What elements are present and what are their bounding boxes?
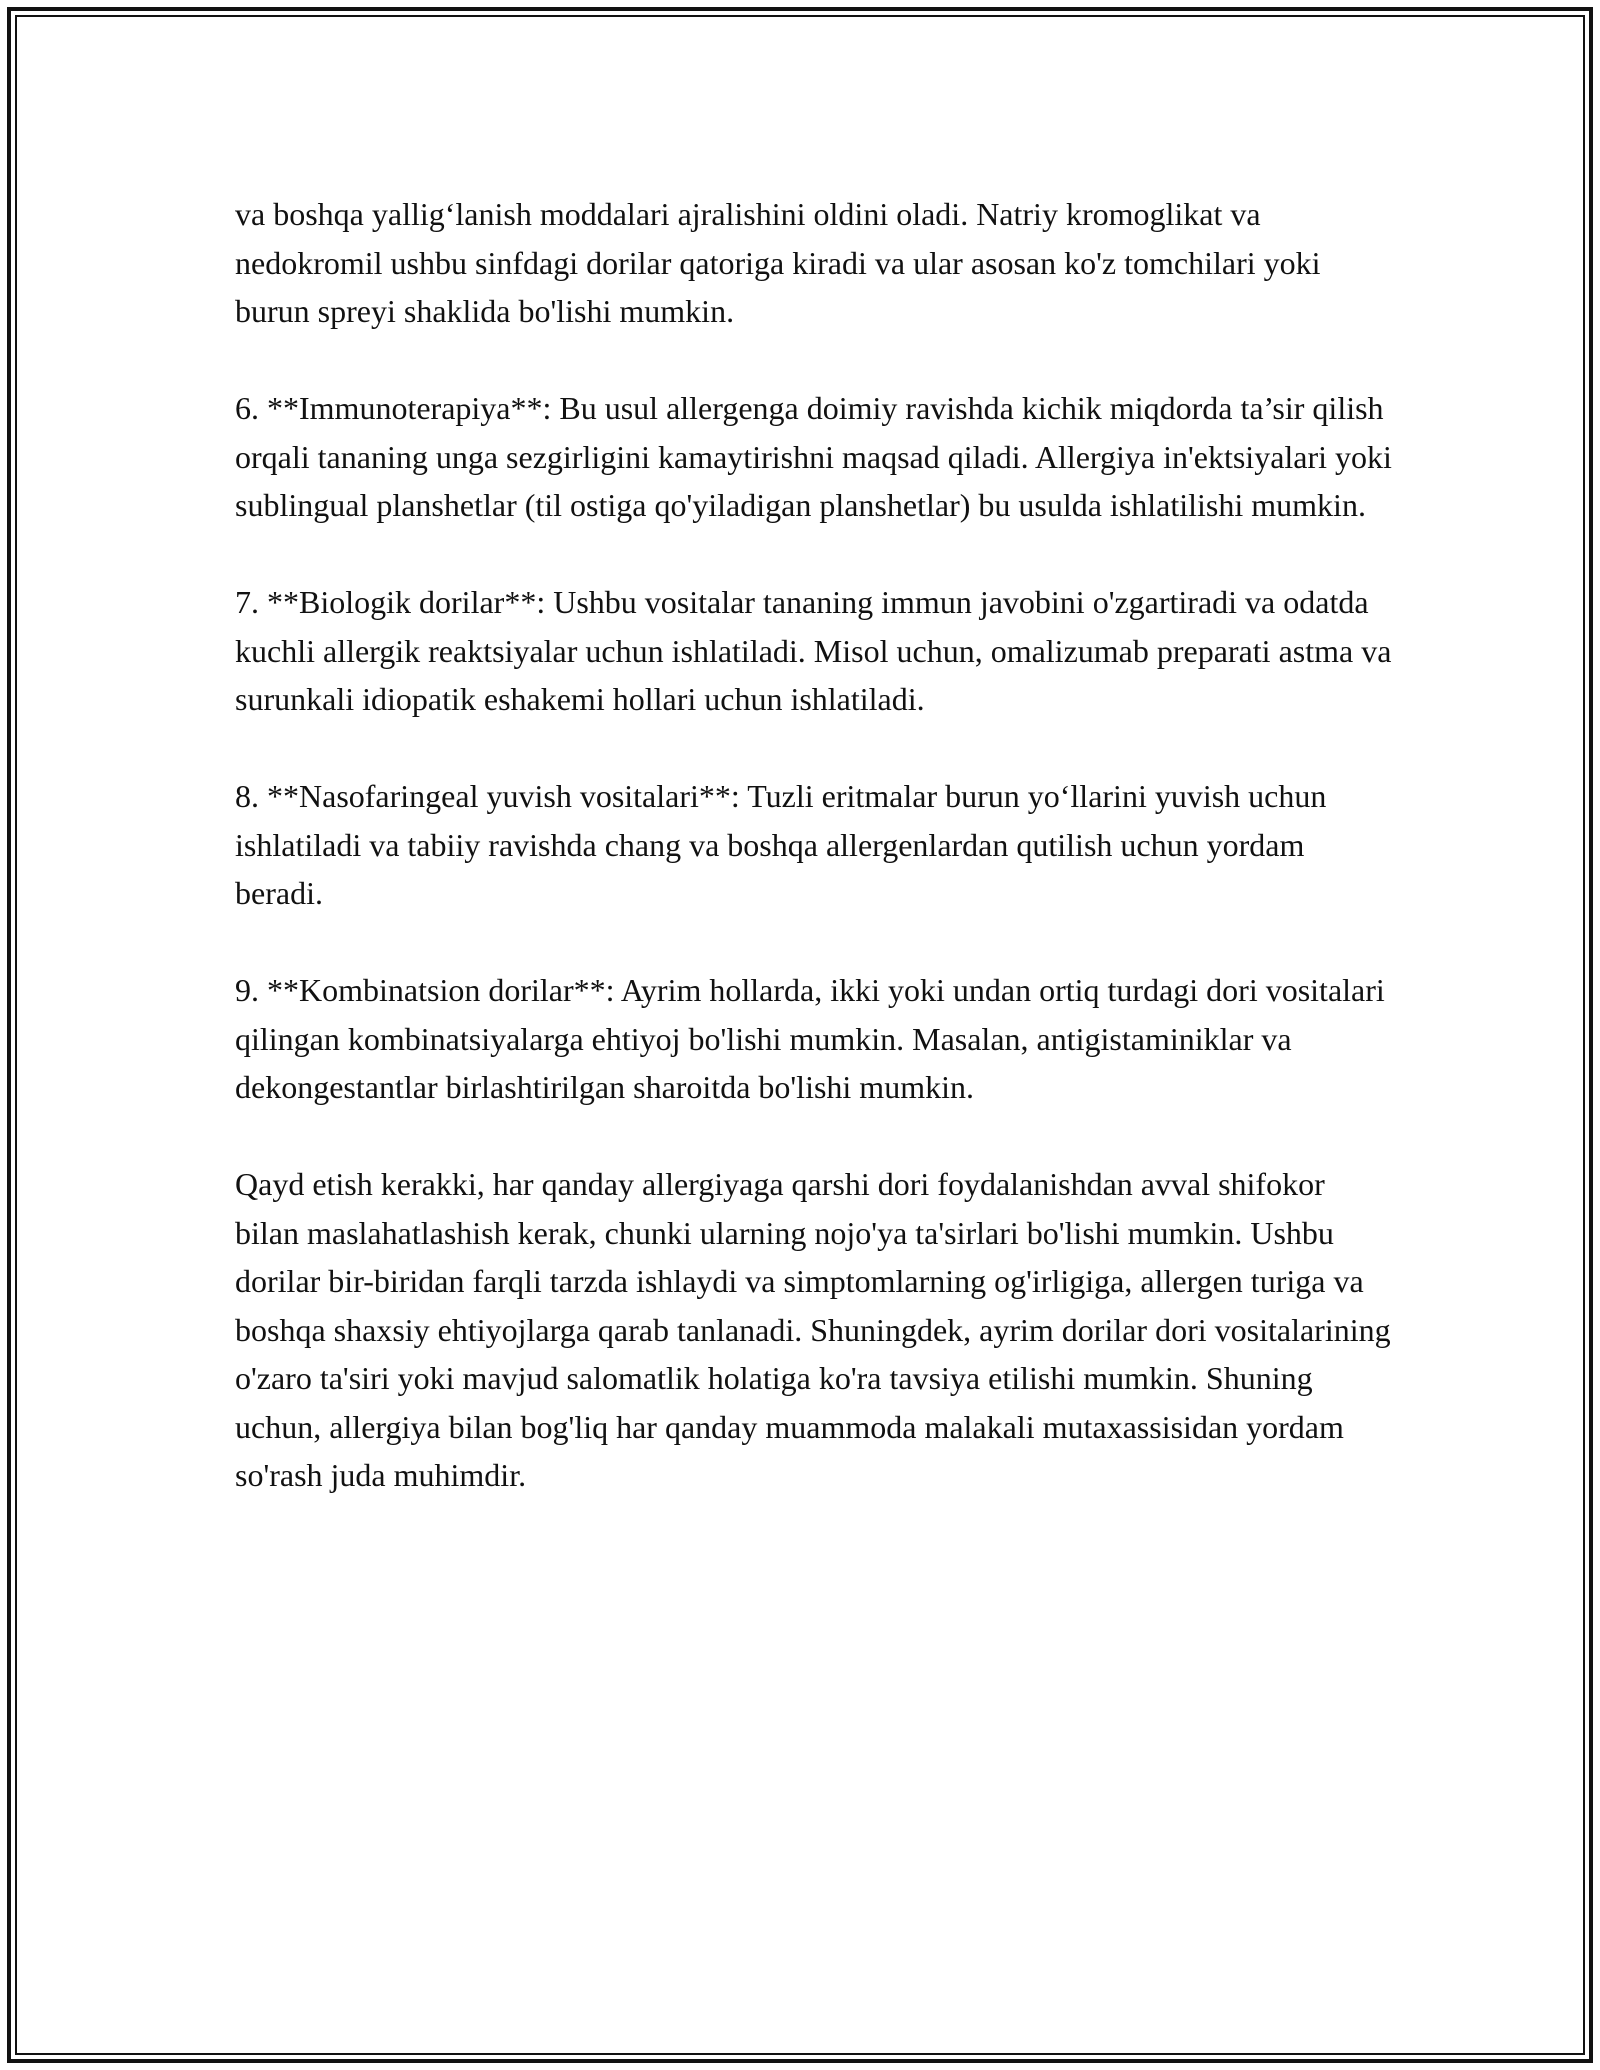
paragraph-nasal-irrigation: 8. **Nasofaringeal yuvish vositalari**: Tuzli eritmalar burun yo‘llarini yuvish uchun ishlatiladi va tabiiy ravishda chang va boshqa allergenlardan qutilish uchun yordam beradi. — [235, 778, 1327, 911]
paragraph-mast-cell-stabilizers: va boshqa yallig‘lanish moddalari ajralishini oldini oladi. Natriy kromoglikat va nedokromil ushbu sinfdagi dorilar qatoriga kiradi va ular asosan ko'z tomchilari yoki burun spreyi shaklida bo'lishi mumkin. — [235, 196, 1321, 329]
paragraph-conclusion: Qayd etish kerakki, har qanday allergiyaga qarshi dori foydalanishdan avval shifokor bilan maslahatlashish kerak, chunki ularning nojo'ya ta'sirlari bo'lishi mumkin. Ushbu dorilar bir-biridan farqli tarzda ishlaydi va simptomlarning og'irligiga, allergen turiga va boshqa shaxsiy ehtiyojlarga qarab tanlanadi. Shuningdek, ayrim dorilar dori vositalarining o'zaro ta'siri yoki mavjud salomatlik holatiga ko'ra tavsiya etilishi mumkin. Shuning uchun, allergiya bilan bog'liq har qanday muammoda malakali mutaxassisidan yordam so'rash juda muhimdir. — [235, 1166, 1391, 1493]
document-body — [235, 190, 1395, 1548]
paragraph-combination-drugs: 9. **Kombinatsion dorilar**: Ayrim hollarda, ikki yoki undan ortiq turdagi dori vositalari qilingan kombinatsiyalarga ehtiyoj bo'lishi mumkin. Masalan, antigistaminiklar va dekongestantlar birlashtirilgan sharoitda bo'lishi mumkin. — [235, 972, 1385, 1105]
paragraph-biologic-drugs: 7. **Biologik dorilar**: Ushbu vositalar tananing immun javobini o'zgartiradi va odatda kuchli allergik reaktsiyalar uchun ishlatiladi. Misol uchun, omalizumab preparati astma va surunkali idiopatik eshakemi hollari uchun ishlatiladi. — [235, 584, 1392, 717]
paragraph-immunotherapy: 6. **Immunoterapiya**: Bu usul allergenga doimiy ravishda kichik miqdorda ta’sir qilish orqali tananing unga sezgirligini kamaytirishni maqsad qiladi. Allergiya in'ektsiyalari yoki sublingual planshetlar (til ostiga qo'yiladigan planshetlar) bu usulda ishlatilishi mumkin. — [235, 390, 1392, 523]
